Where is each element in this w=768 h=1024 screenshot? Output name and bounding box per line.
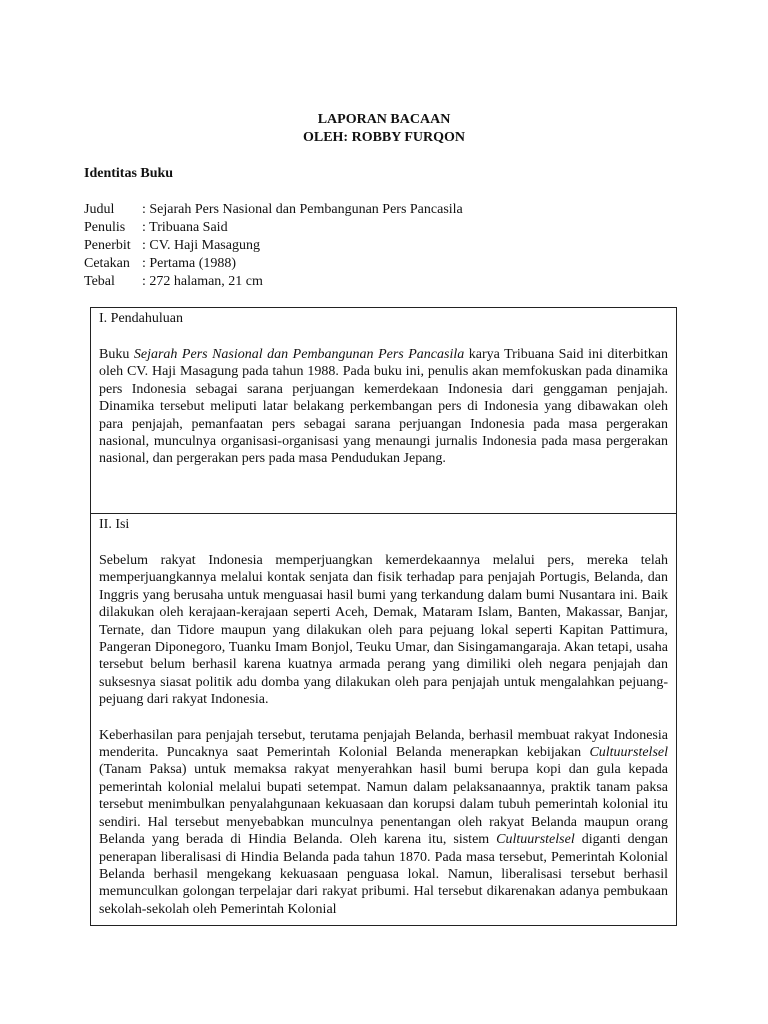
- identity-row-penulis: [84, 219, 463, 237]
- pendahuluan-text-rest: karya Tribuana Said ini diterbitkan oleh CV. Haji Masagung pada tahun 1988. Pada buku ini, penulis akan memfokuskan pada dinamika pers Indonesia sebagai sarana perjuangan kemerdekaan Indonesia dari genggaman penjajah. Dinamika tersebut meliputi latar belakang perkembangan pers di Indonesia yang dibawakan oleh para penjajah, pemanfaatan pers sebagai sarana perjuangan Indonesia pada masa pergerakan nasional, munculnya organisasi-organisasi yang menaungi jurnalis Indonesia pada masa pergerakan nasional, dan pergerakan pers pada masa Pendudukan Jepang.: [99, 347, 669, 467]
- identity-heading: Identitas Buku: [84, 166, 174, 181]
- identity-row-cetakan: [84, 255, 463, 273]
- identity-label: Cetakan: [84, 256, 130, 271]
- report-author: OLEH: ROBBY FURQON: [302, 130, 466, 145]
- identity-value: : Sejarah Pers Nasional dan Pembangunan Pers Pancasila: [142, 202, 463, 217]
- identity-value: : Tribuana Said: [142, 220, 228, 235]
- cultuurstelsel-term: Cultuurstelsel: [589, 745, 668, 761]
- identity-value: : Pertama (1988): [142, 256, 237, 271]
- isi-paragraph-1: Sebelum rakyat Indonesia memperjuangkan kemerdekaannya melalui pers, mereka telah memperjuangkannya melalui kontak senjata dan fisik terhadap para penjajah Portugis, Belanda, dan Inggris yang berusaha untuk menguasai hasil bumi yang terkandung dalam bumi Nusantara ini. Baik dilakukan oleh kerajaan-kerajaan seperti Aceh, Demak, Mataram Islam, Banten, Makassar, Banjar, Ternate, dan Tidore maupun yang dilakukan oleh para pejuang lokal seperti Kapitan Pattimura, Pangeran Diponegoro, Tuanku Imam Bonjol, Teuku Umar, dan Sisingamangaraja. Akan tetapi, usaha tersebut belum berhasil karena kuatnya armada perang yang dimiliki oleh negara penjajah dan suksesnya siasat politik adu domba yang dilakukan oleh para penjajah untuk mengalahkan pejuang-pejuang dari rakyat Indonesia.: [99, 553, 668, 708]
- isi-heading: II. Isi: [99, 517, 130, 532]
- book-title-italic: Sejarah Pers Nasional dan Pembangunan Pers Pancasila: [133, 347, 465, 362]
- cultuurstelsel-term: Cultuurstelsel: [496, 832, 575, 848]
- isi-p2-part-a: Keberhasilan para penjajah tersebut, terutama penjajah Belanda, berhasil membuat rakyat Indonesia menderita. Puncaknya saat Pemerintah Kolonial Belanda menerapkan kebijakan: [99, 727, 668, 761]
- pendahuluan-paragraph: [99, 346, 668, 468]
- identity-row-penerbit: [84, 237, 463, 255]
- isi-p2-part-b: (Tanam Paksa) untuk memaksa rakyat menyerahkan hasil bumi berupa kopi dan gula kepada pemerintah kolonial melalui bupati setempat. Namun dalam pelaksanaannya, praktik tanam paksa tersebut menimbulkan penyalahgunaan kekuasaan dan korupsi dalam tubuh pemerintah kolonial itu sendiri. Hal tersebut menyebabkan munculnya penentangan oleh rakyat Belanda maupun orang Belanda yang berada di Hindia Belanda. Oleh karena itu, sistem: [99, 762, 668, 848]
- identity-label: Tebal: [84, 274, 115, 289]
- identity-label: Penulis: [84, 220, 126, 235]
- pendahuluan-section: [90, 307, 677, 514]
- identity-row-tebal: [84, 273, 463, 291]
- pendahuluan-heading: I. Pendahuluan: [99, 311, 183, 326]
- isi-paragraph-2: [99, 727, 668, 918]
- identity-value: : CV. Haji Masagung: [142, 238, 260, 253]
- book-identity-list: [84, 201, 463, 291]
- isi-p2-part-c: diganti dengan penerapan liberalisasi di Hindia Belanda pada tahun 1870. Pada masa tersebut, Pemerintah Kolonial Belanda berhasil mengekang kekuasaan penguasa lokal. Namun, liberalisasi tersebut berhasil memunculkan golongan terpelajar dari rakyat pribumi. Hal tersebut dikarenakan adanya pembukaan sekolah-sekolah oleh Pemerintah Kolonial: [99, 832, 668, 917]
- report-title: LAPORAN BACAAN: [317, 112, 451, 127]
- isi-section: [90, 513, 677, 926]
- identity-row-judul: [84, 201, 463, 219]
- identity-label: Penerbit: [84, 238, 131, 253]
- pendahuluan-text-start: Buku: [99, 347, 134, 362]
- identity-value: : 272 halaman, 21 cm: [142, 274, 263, 289]
- identity-label: Judul: [84, 202, 115, 217]
